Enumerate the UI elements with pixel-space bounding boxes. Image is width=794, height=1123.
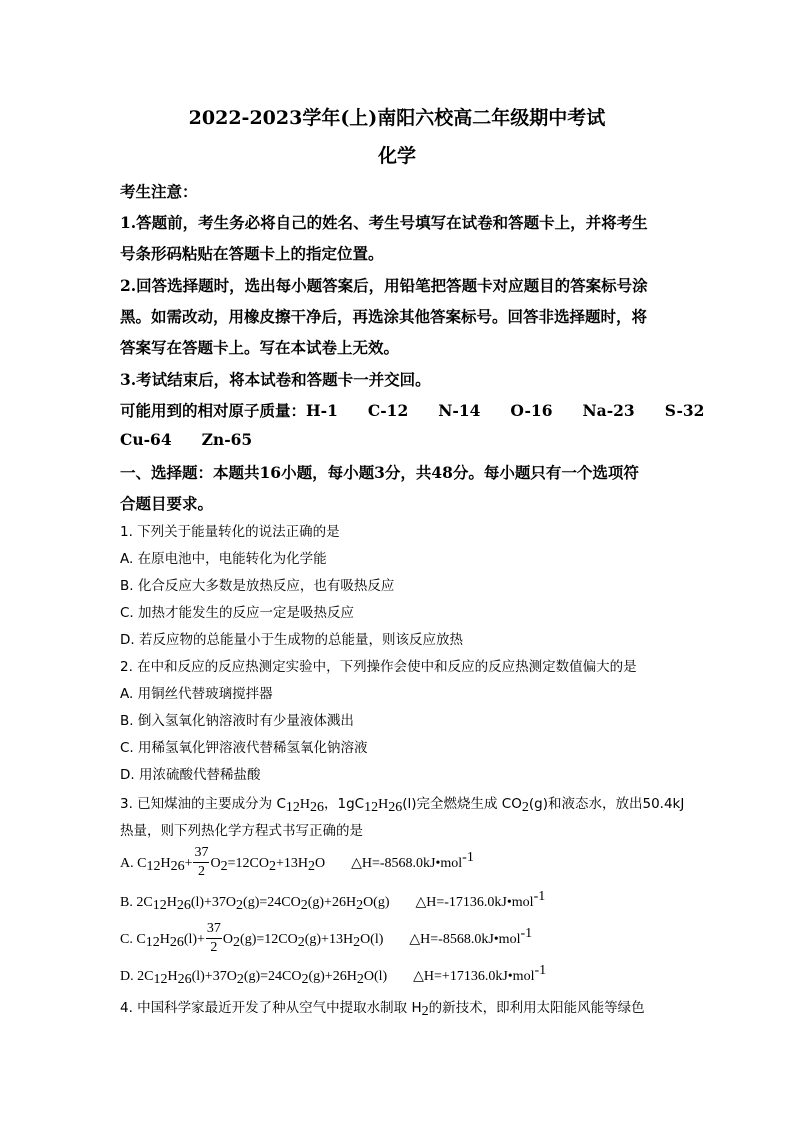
subject-title: 化学 (377, 145, 416, 167)
notice-item-1-line-2: 号条形码粘贴在答题卡上的指定位置。 (120, 244, 384, 263)
fraction-37-over-2: $\frac{37}{2}$ (206, 920, 221, 955)
mass-na: Na-23 (582, 401, 635, 420)
atomic-masses-label: 可能用到的相对原子质量： (120, 401, 307, 420)
mass-h: H-1 (306, 401, 338, 420)
mass-zn: Zn-65 (201, 430, 253, 449)
q2-option-b: B. 倒入氢氧化钠溶液时有少量液体溅出 (120, 713, 354, 729)
q3-option-d: D. $2C_{12}H_{26}(l)+37O_2(g)=24CO_2(g)+26H_2O(l)$ △H=+17136.0kJ•mol$^{-1}$ (120, 963, 547, 987)
q2-option-a: A. 用铜丝代替玻璃搅拌器 (120, 686, 273, 702)
notice-item-3: 3.考试结束后，将本试卷和答题卡一并交回。 (120, 370, 431, 389)
notice-item-2-line-1: 2.回答选择题时，选出每小题答案后，用铅笔把答题卡对应题目的答案标号涂 (120, 276, 648, 295)
mass-n: N-14 (438, 401, 481, 420)
exam-title: 2022-2023学年(上)南阳六校高二年级期中考试 (188, 107, 606, 129)
section-1-line-1: 一、选择题：本题共16小题，每小题3分，共48分。每小题只有一个选项符 (120, 463, 639, 482)
fraction-37-over-2: $\frac{37}{2}$ (194, 844, 209, 879)
mass-o: O-16 (510, 401, 553, 420)
q3-stem-line-2: 热量，则下列热化学方程式书写正确的是 (120, 823, 363, 839)
q2-stem: 2. 在中和反应的反应热测定实验中，下列操作会使中和反应的反应热测定数值偏大的是 (120, 659, 637, 675)
atomic-masses-row-1 (120, 399, 704, 421)
q1-option-b: B. 化合反应大多数是放热反应，也有吸热反应 (120, 578, 395, 594)
atomic-masses-row-2 (120, 430, 252, 449)
section-1-line-2: 合题目要求。 (120, 494, 214, 513)
q3-option-c: C. $C_{12}H_{26}(l)+$ $\frac{37}{2}$ $O_2(g)=12CO_2(g)+13H_2O(l)$ △H=-8568.0kJ•mol$^{-1}$ (120, 920, 533, 955)
mass-s: S-32 (664, 401, 705, 420)
q3-stem-line-1: 3. 已知煤油的主要成分为 $C_{12}H_{26}$，$1gC_{12}H_{26}(l)$完全燃烧生成 $CO_2(g)$和液态水，放出50.4kJ (120, 796, 685, 815)
q2-option-d: D. 用浓硫酸代替稀盐酸 (120, 767, 261, 783)
q3-option-b: B. $2C_{12}H_{26}(l)+37O_2(g)=24CO_2(g)+26H_2O(g)$ △H=-17136.0kJ•mol$^{-1}$ (120, 889, 546, 913)
q2-option-c: C. 用稀氢氧化钾溶液代替稀氢氧化钠溶液 (120, 740, 368, 756)
notice-item-2-line-3: 答案写在答题卡上。写在本试卷上无效。 (120, 338, 400, 357)
q1-option-a: A. 在原电池中，电能转化为化学能 (120, 551, 327, 567)
mass-cu: Cu-64 (120, 430, 172, 449)
q1-stem: 1. 下列关于能量转化的说法正确的是 (120, 524, 340, 540)
mass-c: C-12 (367, 401, 409, 420)
q1-option-c: C. 加热才能发生的反应一定是吸热反应 (120, 605, 355, 621)
q3-option-a: A. $C_{12}H_{26}+$ $\frac{37}{2}$ $O_2=12CO_2+13H_2O$ △H=-8568.0kJ•mol$^{-1}$ (120, 844, 474, 879)
notice-heading: 考生注意： (120, 182, 198, 201)
notice-item-2-line-2: 黑。如需改动，用橡皮擦干净后，再选涂其他答案标号。回答非选择题时，将 (120, 307, 648, 326)
q1-option-d: D. 若反应物的总能量小于生成物的总能量，则该反应放热 (120, 632, 463, 648)
q4-stem: 4. 中国科学家最近开发了种从空气中提取水制取 $H_2$的新技术，即利用太阳能风能等绿色 (120, 1000, 645, 1019)
notice-item-1-line-1: 1.答题前，考生务必将自己的姓名、考生号填写在试卷和答题卡上，并将考生 (120, 213, 648, 232)
